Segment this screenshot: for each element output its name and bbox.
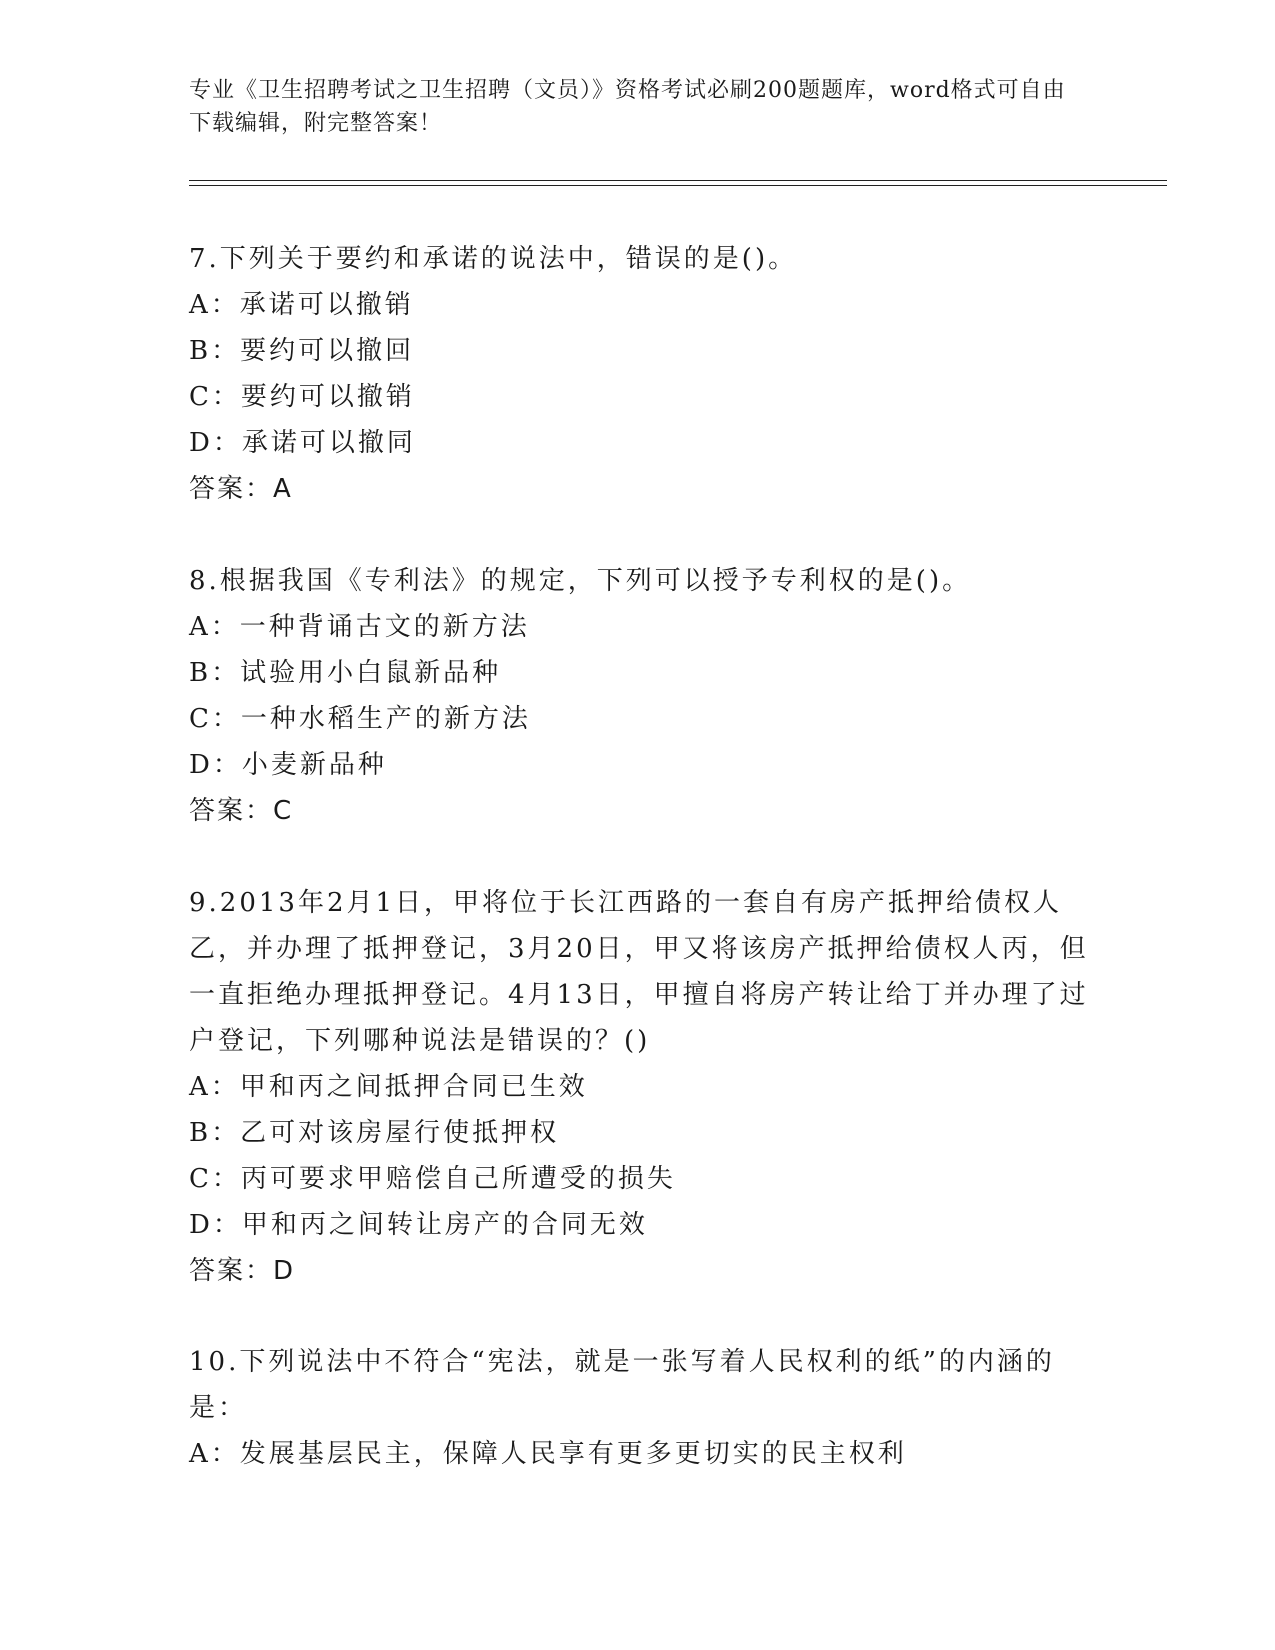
option-a: A：一种背诵古文的新方法	[189, 612, 530, 642]
option-c: C：一种水稻生产的新方法	[189, 704, 531, 734]
option-b: B：试验用小白鼠新品种	[189, 658, 502, 688]
question-stem: 10.下列说法中不符合“宪法，就是一张写着人民权利的纸”的内涵的是：	[189, 1347, 1055, 1423]
option-b: B：要约可以撤回	[189, 336, 415, 366]
question-7	[189, 236, 1089, 512]
question-stem: 8.根据我国《专利法》的规定，下列可以授予专利权的是()。	[189, 566, 972, 596]
question-9	[189, 880, 1089, 1294]
answer: 答案：C	[189, 796, 294, 826]
header-divider-top	[189, 180, 1167, 181]
option-d: D：小麦新品种	[189, 750, 387, 780]
answer: 答案：A	[189, 474, 293, 504]
option-c: C：丙可要求甲赔偿自己所遭受的损失	[189, 1164, 676, 1194]
question-stem: 9.2013年2月1日，甲将位于长江西路的一套自有房产抵押给债权人乙，并办理了抵押登记，3月20日，甲又将该房产抵押给债权人丙，但一直拒绝办理抵押登记。4月13日，甲擅自将房产转让给丁并办理了过户登记，下列哪种说法是错误的？()	[189, 888, 1089, 1056]
option-c: C：要约可以撤销	[189, 382, 415, 412]
option-b: B：乙可对该房屋行使抵押权	[189, 1118, 560, 1148]
option-a: A：承诺可以撤销	[189, 290, 414, 320]
question-8	[189, 558, 1089, 834]
option-d: D：承诺可以撤同	[189, 428, 416, 458]
question-10	[189, 1339, 1089, 1477]
header-divider-bottom	[189, 185, 1167, 186]
document-header: 专业《卫生招聘考试之卫生招聘（文员）》资格考试必刷200题题库，word格式可自由下载编辑，附完整答案！	[189, 78, 1066, 136]
option-a: A：甲和丙之间抵押合同已生效	[189, 1072, 588, 1102]
option-d: D：甲和丙之间转让房产的合同无效	[189, 1210, 648, 1240]
question-stem: 7.下列关于要约和承诺的说法中，错误的是()。	[189, 244, 798, 274]
option-a: A：发展基层民主，保障人民享有更多更切实的民主权利	[189, 1439, 907, 1469]
answer: 答案：D	[189, 1256, 296, 1286]
